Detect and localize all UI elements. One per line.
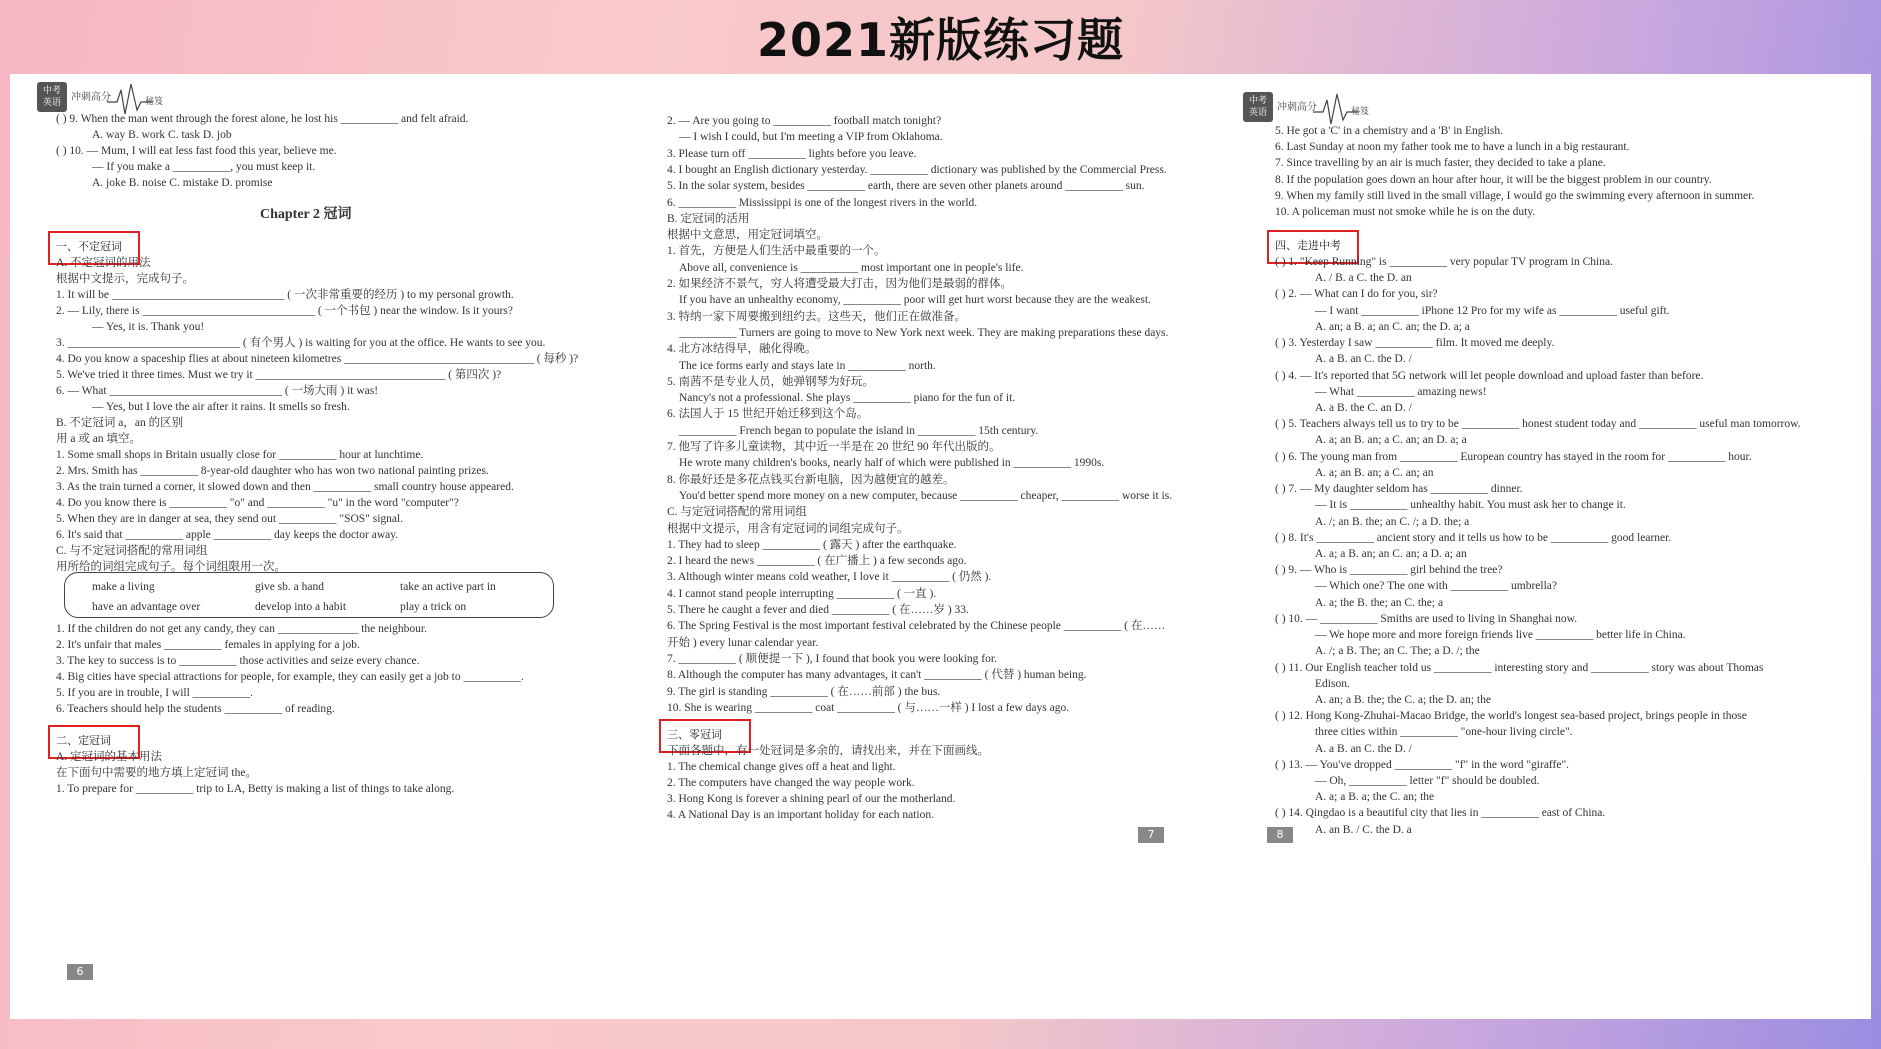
text-line: 3. Please turn off __________ lights before you leave.: [667, 147, 917, 160]
text-line: 6. __________ Mississippi is one of the longest rivers in the world.: [667, 196, 978, 209]
text-line: 1. It will be ______________________________ ( 一次非常重要的经历 ) to my personal growth.: [56, 289, 514, 301]
text-line: — Oh, __________ letter "f" should be doubled.: [1315, 775, 1540, 788]
text-line: 3. ______________________________ ( 有个男人 ) is waiting for you at the office. He wants to see you.: [56, 337, 546, 349]
text-line: ( ) 13. — You've dropped __________ "f" in the word "giraffe".: [1275, 758, 1570, 771]
text-line: 4. I bought an English dictionary yesterday. __________ dictionary was published by the Commercial Press.: [667, 163, 1167, 176]
text-line: Above all, convenience is __________ most important one in people's life.: [679, 261, 1024, 274]
text-line: ( ) 1. "Keep Running" is __________ very popular TV program in China.: [1275, 256, 1613, 268]
text-line: 4. 北方冰结得早，融化得晚。: [667, 343, 817, 356]
text-line: 4. Do you know there is __________ "o" and __________ "u" in the word "computer"?: [56, 497, 459, 509]
text-line: 5. When they are in danger at sea, they send out __________ "SOS" signal.: [56, 513, 404, 525]
text-line: 1. The chemical change gives off a heat and light.: [667, 761, 896, 773]
text-line: A. 定冠词的基本用法: [56, 751, 163, 763]
text-line: A. an; a B. the; the C. a; the D. an; the: [1315, 693, 1491, 706]
text-line: ( ) 10. — __________ Smiths are used to living in Shanghai now.: [1275, 612, 1578, 625]
text-line: 10. She is wearing __________ coat __________ ( 与……一样 ) I lost a few days ago.: [667, 701, 1070, 714]
text-line: 在下面句中需要的地方填上定冠词 the。: [56, 767, 257, 779]
logo-sub: 秘笈: [1351, 107, 1370, 117]
text-line: 5. We've tried it three times. Must we try it _________________________________ ( 第四次 )?: [56, 369, 502, 381]
text-line: 用 a 或 an 填空。: [56, 433, 141, 445]
text-line: A. a; the B. the; an C. the; a: [1315, 596, 1444, 609]
text-line: 3. As the train turned a corner, it slowed down and then __________ small country house appeared.: [56, 481, 514, 493]
text-line: The ice forms early and stays late in __________ north.: [679, 359, 936, 372]
text-line: 3. 特纳一家下周要搬到纽约去。这些天，他们正在做准备。: [667, 310, 966, 323]
text-line: C. 与定冠词搭配的常用词组: [667, 506, 807, 519]
text-line: 2. Mrs. Smith has __________ 8-year-old daughter who has won two national painting prizes.: [56, 465, 489, 477]
text-line: 6. Last Sunday at noon my father took me to have a lunch in a big restaurant.: [1275, 141, 1630, 154]
text-line: — Yes, but I love the air after it rains. It smells so fresh.: [92, 401, 350, 413]
text-line: 10. A policeman must not smoke while he is on the duty.: [1275, 206, 1536, 218]
text-line: If you have an unhealthy economy, __________ poor will get hurt worst because they are the weakest.: [679, 294, 1151, 307]
text-line: ( ) 4. — It's reported that 5G network will let people download and upload faster than before.: [1275, 369, 1704, 382]
text-line: A. /; a B. The; an C. The; a D. /; the: [1315, 645, 1480, 658]
text-line: __________ Turners are going to move to New York next week. They are making preparations these days.: [679, 326, 1169, 339]
text-line: 8. Although the computer has many advantages, it can't __________ ( 代替 ) human being.: [667, 669, 1087, 682]
text-line: 9. The girl is standing __________ ( 在……前部 ) the bus.: [667, 685, 941, 698]
text-line: 1. They had to sleep __________ ( 露天 ) after the earthquake.: [667, 538, 957, 551]
text-line: 6. 法国人于 15 世纪开始迁移到这个岛。: [667, 408, 869, 421]
text-line: 3. Hong Kong is forever a shining pearl of our the motherland.: [667, 793, 956, 805]
text-line: Edison.: [1315, 677, 1350, 690]
text-line: A. a; an B. an; a C. an; an: [1315, 466, 1434, 479]
text-line: C. 与不定冠词搭配的常用词组: [56, 545, 208, 557]
text-line: ( ) 7. — My daughter seldom has __________ dinner.: [1275, 483, 1523, 496]
text-line: 7. __________ ( 顺便提一下 ), I found that book you were looking for.: [667, 652, 997, 665]
logo-text: 冲刺高分: [1277, 102, 1317, 113]
text-line: 2. The computers have changed the way people work.: [667, 777, 915, 789]
text-line: A. an B. / C. the D. a: [1315, 823, 1412, 836]
title-banner: [0, 0, 1881, 74]
page-8: [1240, 74, 1870, 1019]
text-line: 5. If you are in trouble, I will __________.: [56, 687, 254, 699]
text-line: 5. He got a 'C' in a chemistry and a 'B' in English.: [1275, 125, 1504, 137]
text-line: A. a B. the C. an D. /: [1315, 401, 1412, 414]
page-number: 6: [67, 964, 93, 980]
text-line: A. a; an B. an; a C. an; an D. a; a: [1315, 434, 1467, 447]
text-line: A. an; a B. a; an C. an; the D. a; a: [1315, 320, 1470, 333]
text-line: 1. 首先，方便是人们生活中最重要的一个。: [667, 245, 886, 258]
text-line: 4. A National Day is an important holiday for each nation.: [667, 809, 934, 821]
phrase-item: take an active part in: [400, 581, 496, 593]
phrase-item: make a living: [92, 581, 155, 593]
text-line: A. way B. work C. task D. job: [92, 129, 232, 141]
document-sheet: [10, 74, 1871, 1019]
text-line: Chapter 2 冠词: [260, 207, 352, 222]
text-line: three cities within __________ "one-hour living circle".: [1315, 726, 1573, 739]
text-line: 1. To prepare for __________ trip to LA, Betty is making a list of things to take along.: [56, 783, 455, 795]
text-line: 5. There he caught a fever and died __________ ( 在……岁 ) 33.: [667, 604, 969, 616]
logo-badge: 中考 英语: [1243, 92, 1273, 122]
text-line: — Which one? The one with __________ umbrella?: [1315, 580, 1557, 593]
text-line: 6. — What ______________________________ ( 一场大雨 ) it was!: [56, 385, 379, 397]
text-line: ( ) 9. When the man went through the forest alone, he lost his __________ and felt afraid.: [56, 113, 469, 125]
text-line: __________ French began to populate the island in __________ 15th century.: [679, 424, 1039, 437]
text-line: 根据中文提示，用含有定冠词的词组完成句子。: [667, 522, 909, 535]
page-7: [630, 74, 1250, 1019]
text-line: 5. In the solar system, besides __________ earth, there are seven other planets around __________ sun.: [667, 180, 1145, 193]
text-line: B. 不定冠词 a，an 的区别: [56, 417, 184, 429]
text-line: 5. 南茜不是专业人员，她弹钢琴为好玩。: [667, 375, 874, 388]
page-6: [10, 74, 610, 1019]
text-line: A. a B. an C. the D. /: [1315, 742, 1412, 755]
text-line: 8. If the population goes down an hour after hour, it will be the biggest problem in our country.: [1275, 173, 1712, 186]
text-line: 三、零冠词: [667, 728, 722, 741]
text-line: ( ) 14. Qingdao is a beautiful city that lies in __________ east of China.: [1275, 807, 1606, 820]
text-line: 8. 你最好还是多花点钱买台新电脑，因为越便宜的越差。: [667, 473, 955, 486]
text-line: A. 不定冠词的用法: [56, 257, 151, 269]
text-line: 6. Teachers should help the students __________ of reading.: [56, 703, 335, 715]
text-line: He wrote many children's books, nearly half of which were published in __________ 1990s.: [679, 457, 1105, 470]
text-line: 3. Although winter means cold weather, I love it __________ ( 仍然 ).: [667, 571, 992, 584]
text-line: 1. Some small shops in Britain usually close for __________ hour at lunchtime.: [56, 449, 424, 461]
text-line: 2. I heard the news __________ ( 在广播上 ) a few seconds ago.: [667, 555, 967, 568]
text-line: — We hope more and more foreign friends live __________ better life in China.: [1315, 629, 1686, 642]
text-line: ( ) 6. The young man from __________ European country has stayed in the room for __________ hour.: [1275, 450, 1752, 463]
text-line: A. / B. a C. the D. an: [1315, 272, 1412, 285]
text-line: 2. It's unfair that males __________ females in applying for a job.: [56, 639, 360, 651]
page-number: 7: [1138, 827, 1164, 843]
phrase-item: give sb. a hand: [255, 581, 324, 593]
text-line: You'd better spend more money on a new computer, because __________ cheaper, __________ worse it is.: [679, 489, 1173, 502]
text-line: — It is __________ unhealthy habit. You must ask her to change it.: [1315, 499, 1626, 512]
text-line: 开始 ) every lunar calendar year.: [667, 636, 819, 649]
text-line: 二、定冠词: [56, 734, 111, 747]
text-line: 四、走进中考: [1275, 239, 1341, 252]
text-line: 3. The key to success is to __________ those activities and seize every chance.: [56, 655, 420, 667]
text-line: ( ) 2. — What can I do for you, sir?: [1275, 288, 1438, 301]
text-line: 4. Do you know a spaceship flies at about nineteen kilometres _________________________________ ( 每秒 )?: [56, 353, 579, 365]
text-line: — I wish I could, but I'm meeting a VIP from Oklahoma.: [679, 131, 943, 144]
phrase-item: have an advantage over: [92, 601, 201, 613]
logo-sub: 秘笈: [145, 97, 164, 107]
logo-text: 冲刺高分: [71, 92, 111, 103]
text-line: — I want __________ iPhone 12 Pro for my wife as __________ useful gift.: [1315, 304, 1670, 317]
text-line: 2. — Lily, there is ______________________________ ( 一个书包 ) near the window. Is it yours?: [56, 305, 513, 317]
text-line: ( ) 11. Our English teacher told us __________ interesting story and __________ story was about Thomas: [1275, 661, 1764, 674]
text-line: ( ) 12. Hong Kong-Zhuhai-Macao Bridge, the world's longest sea-based project, brings people in those: [1275, 710, 1747, 723]
page-title: 2021新版练习题: [756, 13, 1125, 67]
text-line: 7. Since travelling by an air is much faster, they decided to take a plane.: [1275, 157, 1606, 170]
text-line: ( ) 9. — Who is __________ girl behind the tree?: [1275, 564, 1503, 577]
text-line: A. a B. an C. the D. /: [1315, 353, 1412, 366]
text-line: — What __________ amazing news!: [1315, 385, 1487, 398]
text-line: 4. I cannot stand people interrupting __________ ( 一直 ).: [667, 587, 937, 600]
text-line: 2. 如果经济不景气，穷人将遭受最大打击，因为他们是最弱的群体。: [667, 278, 1012, 290]
text-line: 4. Big cities have special attractions for people, for example, they can easily get a job to __________.: [56, 671, 524, 683]
text-line: 用所给的词组完成句子。每个词组限用一次。: [56, 561, 286, 573]
text-line: B. 定冠词的活用: [667, 212, 750, 225]
text-line: — If you make a __________, you must keep it.: [92, 161, 316, 173]
text-line: A. /; an B. the; an C. /; a D. the; a: [1315, 515, 1470, 528]
text-line: ( ) 5. Teachers always tell us to try to be __________ honest student today and __________ useful man tomorrow.: [1275, 418, 1801, 431]
text-line: 根据中文提示，完成句子。: [56, 273, 194, 285]
text-line: A. joke B. noise C. mistake D. promise: [92, 177, 273, 189]
text-line: 6. The Spring Festival is the most important festival celebrated by the Chinese people __________ ( 在……: [667, 620, 1166, 633]
text-line: 一、不定冠词: [56, 240, 122, 253]
text-line: ( ) 3. Yesterday I saw __________ film. It moved me deeply.: [1275, 337, 1555, 350]
text-line: 1. If the children do not get any candy, they can ______________ the neighbour.: [56, 623, 427, 635]
logo-badge: 中考 英语: [37, 82, 67, 112]
text-line: — Yes, it is. Thank you!: [92, 321, 205, 333]
text-line: 2. — Are you going to __________ football match tonight?: [667, 115, 942, 127]
text-line: ( ) 10. — Mum, I will eat less fast food this year, believe me.: [56, 145, 337, 157]
text-line: 下面各题中，有一处冠词是多余的，请找出来，并在下面画线。: [667, 745, 989, 757]
text-line: 9. When my family still lived in the small village, I would go the swimming every afternoon in summer.: [1275, 189, 1755, 202]
text-line: Nancy's not a professional. She plays __________ piano for the fun of it.: [679, 392, 1016, 405]
text-line: A. a; a B. an; an C. an; a D. a; an: [1315, 547, 1467, 560]
text-line: ( ) 8. It's __________ ancient story and it tells us how to be __________ good learner.: [1275, 531, 1672, 544]
text-line: 7. 他写了许多儿童读物，其中近一半是在 20 世纪 90 年代出版的。: [667, 441, 1001, 453]
page-number: 8: [1267, 827, 1293, 843]
text-line: A. a; a B. a; the C. an; the: [1315, 791, 1435, 804]
phrase-item: develop into a habit: [255, 601, 347, 613]
text-line: 根据中文意思，用定冠词填空。: [667, 229, 828, 242]
phrase-item: play a trick on: [400, 601, 467, 613]
text-line: 6. It's said that __________ apple __________ day keeps the doctor away.: [56, 529, 399, 541]
